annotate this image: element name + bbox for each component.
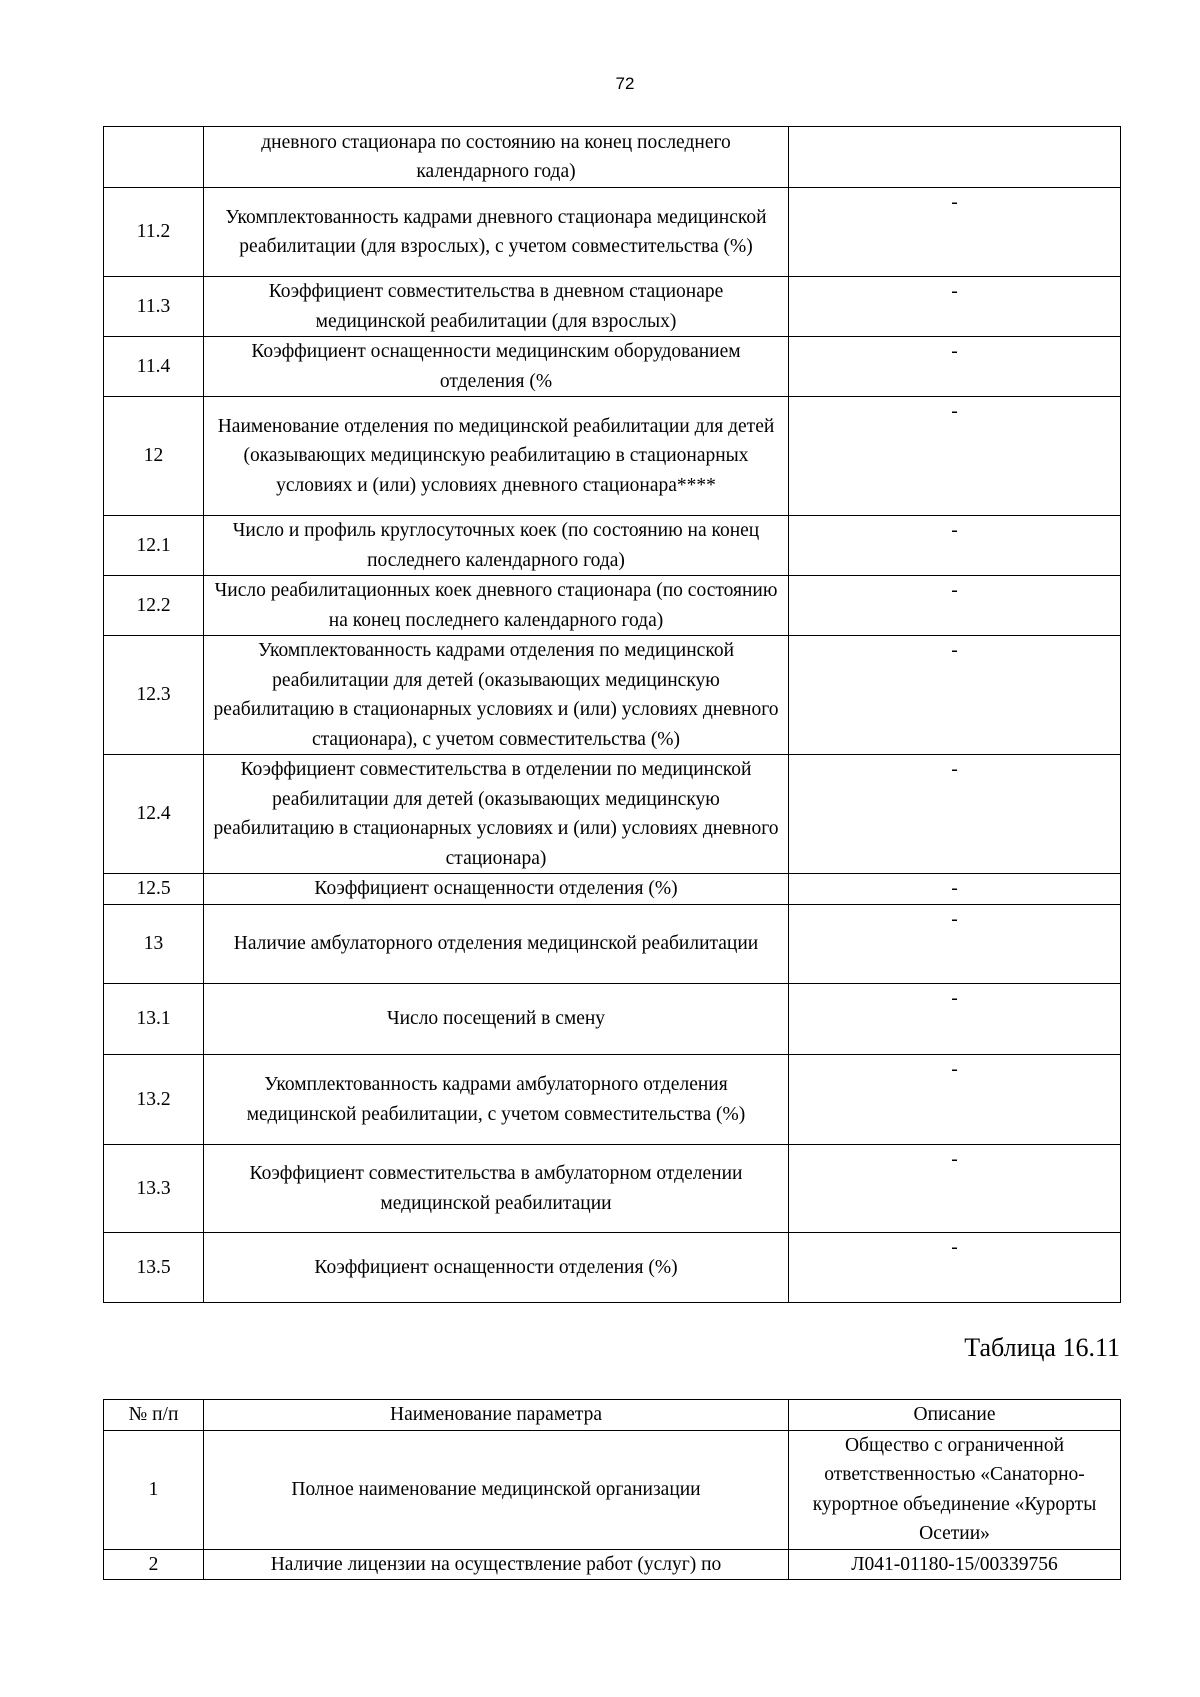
row-number: 13.2 [104, 1055, 204, 1145]
row-number: 12 [104, 397, 204, 516]
parameter-name: Число посещений в смену [204, 984, 789, 1055]
table-row [104, 874, 1121, 905]
table-row [104, 1055, 1121, 1145]
parameter-name: Укомплектованность кадрами амбулаторного отделения медицинской реабилитации, с учетом совместительства (%) [204, 1055, 789, 1145]
parameter-description: - [789, 1055, 1121, 1145]
parameter-description: - [789, 984, 1121, 1055]
row-number: 13.3 [104, 1145, 204, 1233]
row-number: 11.2 [104, 188, 204, 277]
row-number: 12.4 [104, 755, 204, 874]
row-number: 12.2 [104, 576, 204, 636]
row-number: 1 [104, 1430, 204, 1549]
parameter-description: - [789, 397, 1121, 516]
table-row [104, 277, 1121, 337]
parameter-name: Коэффициент совместительства в дневном стационаре медицинской реабилитации (для взрослых) [204, 277, 789, 337]
row-number [104, 127, 204, 188]
column-header-name: Наименование параметра [204, 1400, 789, 1431]
parameter-description: - [789, 576, 1121, 636]
row-number: 11.4 [104, 337, 204, 397]
table-row [104, 397, 1121, 516]
row-number: 2 [104, 1549, 204, 1580]
row-number: 12.5 [104, 874, 204, 905]
table-row [104, 1233, 1121, 1303]
row-number: 12.1 [104, 516, 204, 576]
parameter-description: - [789, 516, 1121, 576]
table-row [104, 188, 1121, 277]
parameter-description: - [789, 188, 1121, 277]
parameter-name: Число реабилитационных коек дневного стационара (по состоянию на конец последнего календарного года) [204, 576, 789, 636]
table-row [104, 337, 1121, 397]
table-row [104, 576, 1121, 636]
table-row [104, 127, 1121, 188]
parameter-name: Коэффициент совместительства в амбулаторном отделении медицинской реабилитации [204, 1145, 789, 1233]
parameter-name: Наличие амбулаторного отделения медицинской реабилитации [204, 905, 789, 984]
table-row [104, 516, 1121, 576]
parameter-name: Коэффициент оснащенности отделения (%) [204, 874, 789, 905]
parameter-name: Коэффициент оснащенности медицинским оборудованием отделения (% [204, 337, 789, 397]
parameter-description: - [789, 337, 1121, 397]
table-row [104, 905, 1121, 984]
row-number: 13.5 [104, 1233, 204, 1303]
page-number: 72 [615, 74, 635, 93]
organization-table [103, 1399, 1121, 1580]
table-header-row [104, 1400, 1121, 1431]
parameter-description: - [789, 1233, 1121, 1303]
parameter-description: - [789, 874, 1121, 905]
parameter-name: Полное наименование медицинской организации [204, 1430, 789, 1549]
table-row [104, 1145, 1121, 1233]
column-header-number: № п/п [104, 1400, 204, 1431]
table-row [104, 984, 1121, 1055]
parameter-description: - [789, 755, 1121, 874]
parameter-name: Коэффициент оснащенности отделения (%) [204, 1233, 789, 1303]
parameter-name: Наименование отделения по медицинской реабилитации для детей (оказывающих медицинскую реабилитацию в стационарных условиях и (или) условиях дневного стационара**** [204, 397, 789, 516]
parameter-description: Л041-01180-15/00339756 [789, 1549, 1121, 1580]
parameter-description: Общество с ограниченной ответственностью «Санаторно-курортное объединение «Курорты Осетии» [789, 1430, 1121, 1549]
table-row [104, 1430, 1121, 1549]
table-row [104, 1549, 1121, 1580]
table-row [104, 755, 1121, 874]
parameter-name: Наличие лицензии на осуществление работ (услуг) по [204, 1549, 789, 1580]
parameter-description: - [789, 1145, 1121, 1233]
parameters-table-continued [103, 126, 1121, 1303]
row-number: 13.1 [104, 984, 204, 1055]
row-number: 13 [104, 905, 204, 984]
table-row [104, 636, 1121, 755]
parameter-name: Укомплектованность кадрами дневного стационара медицинской реабилитации (для взрослых), с учетом совместительства (%) [204, 188, 789, 277]
parameter-description [789, 127, 1121, 188]
parameter-description: - [789, 277, 1121, 337]
table-caption: Таблица 16.11 [964, 1333, 1120, 1362]
row-number: 12.3 [104, 636, 204, 755]
parameter-name: Коэффициент совместительства в отделении по медицинской реабилитации для детей (оказывающих медицинскую реабилитацию в стационарных условиях и (или) условиях дневного стационара) [204, 755, 789, 874]
parameter-name: Число и профиль круглосуточных коек (по состоянию на конец последнего календарного года) [204, 516, 789, 576]
row-number: 11.3 [104, 277, 204, 337]
column-header-description: Описание [789, 1400, 1121, 1431]
parameter-name: Укомплектованность кадрами отделения по медицинской реабилитации для детей (оказывающих медицинскую реабилитацию в стационарных условиях и (или) условиях дневного стационара), с учетом совместительства (%) [204, 636, 789, 755]
parameter-description: - [789, 905, 1121, 984]
parameter-description: - [789, 636, 1121, 755]
parameter-name: дневного стационара по состоянию на конец последнего календарного года) [204, 127, 789, 188]
